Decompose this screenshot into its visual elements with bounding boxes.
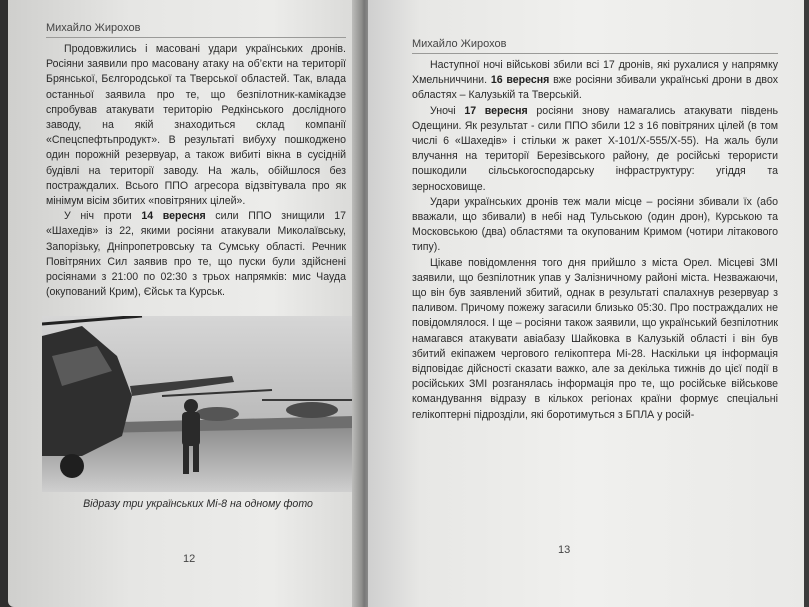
right-page <box>368 0 804 607</box>
left-page-text <box>46 42 346 300</box>
date-highlight: 16 вересня <box>490 74 550 87</box>
running-head-left: Михайло Жирохов <box>46 22 346 38</box>
helicopter-photo-icon <box>42 316 354 492</box>
date-highlight: 17 вересня <box>464 104 528 117</box>
page-number-left: 12 <box>183 553 196 565</box>
paragraph: Цікаве повідомлення того дня прийшло з міста Орел. Місцеві ЗМІ заявили, що безпілотник упав у Залізничному районі міста. Незважаючи, що він був заявлений збитий, однак в результаті спалахнув резервуар з паливом. Причому пожежу загасили близько 05:30. Про постраждалих не повідомлялося. І ще – росіяни також заявили, що український безпілотник намагався атакувати авіабазу Шайковка в Калузькій області і він був збитий екіпажем чергового гелікоптера Мі-28. Наскільки ця інформація відповідає дійсності сказати важко, але за декілька тижнів до цієї події в російських ЗМІ розганялась інформація про те, що російське військове командування відразу в кількох регіонах країни формує спеціальні гелікоптерні підрозділи, які боротимуться з БПЛА у росій- <box>412 256 778 421</box>
running-head-right: Михайло Жирохов <box>412 38 778 54</box>
paragraph: Продовжились і масовані удари українських дронів. Росіяни заявили про масовану атаку на об’єкти на території Брянської, Бєлгородської та Тверської областей. Так, влада останньої заявила про те, що безпілотник-камікадзе спробував атакувати територію Редкінського дослідного заводу, на якій знаходиться склад компанії «Спецспефтьпродукт». В результаті вибуху пошкоджено один порожній резервуар, а також вибиті вікна в сусідній будівлі на території заводу. На жаль, обійшлося без постраждалих. Всього ППО агресора відзвітувала про як мінімум вісім збитих «повітряних цілей». <box>46 43 346 208</box>
date-highlight: 14 вересня <box>141 210 206 223</box>
photo-caption: Відразу три українських Мі-8 на одному фото <box>83 498 313 511</box>
paragraph: Удари українських дронів теж мали місце – росіяни збивали їх (або вважали, що збивали) в небі над Тульською (один дрон), Курською та Московською (два) областями та окупованим Кримом (чотири літакового типу). <box>412 195 778 254</box>
page-number-right: 13 <box>558 544 571 556</box>
paragraph: Уночі 17 вересня росіяни знову намагались атакувати південь Одещини. Як результат - сили ППО збили 12 з 16 повітряних цілей (в том числі 6 «Шахедів» і стільки ж ракет Х-101/Х-555/Х-55). На жаль були влучання на території Березівського району, де російські терористи пошкодили сільськогосподарську інфраструктуру: угіддя та зерносховище. <box>412 104 778 193</box>
paragraph: Наступної ночі військові збили всі 17 дронів, які рухалися у напрямку Хмельниччини. 16 вересня вже росіяни збивали українські дрони в двох областях – Калузькій та Тверській. <box>412 59 779 102</box>
left-page <box>8 0 360 607</box>
paragraph: У ніч проти 14 вересня сили ППО знищили 17 «Шахедів» із 22, якими росіяни атакували Миколаївську, Запорізьку, Дніпропетровську та Сумську області. Речник Повітряних Сил заявив про те, що пуски були здійснені росіянами з 21:00 по 02:30 з трьох напрямків: мис Чауда (окупований Крим), Єйськ та Курськ. <box>46 210 347 299</box>
right-page-text <box>412 58 778 423</box>
